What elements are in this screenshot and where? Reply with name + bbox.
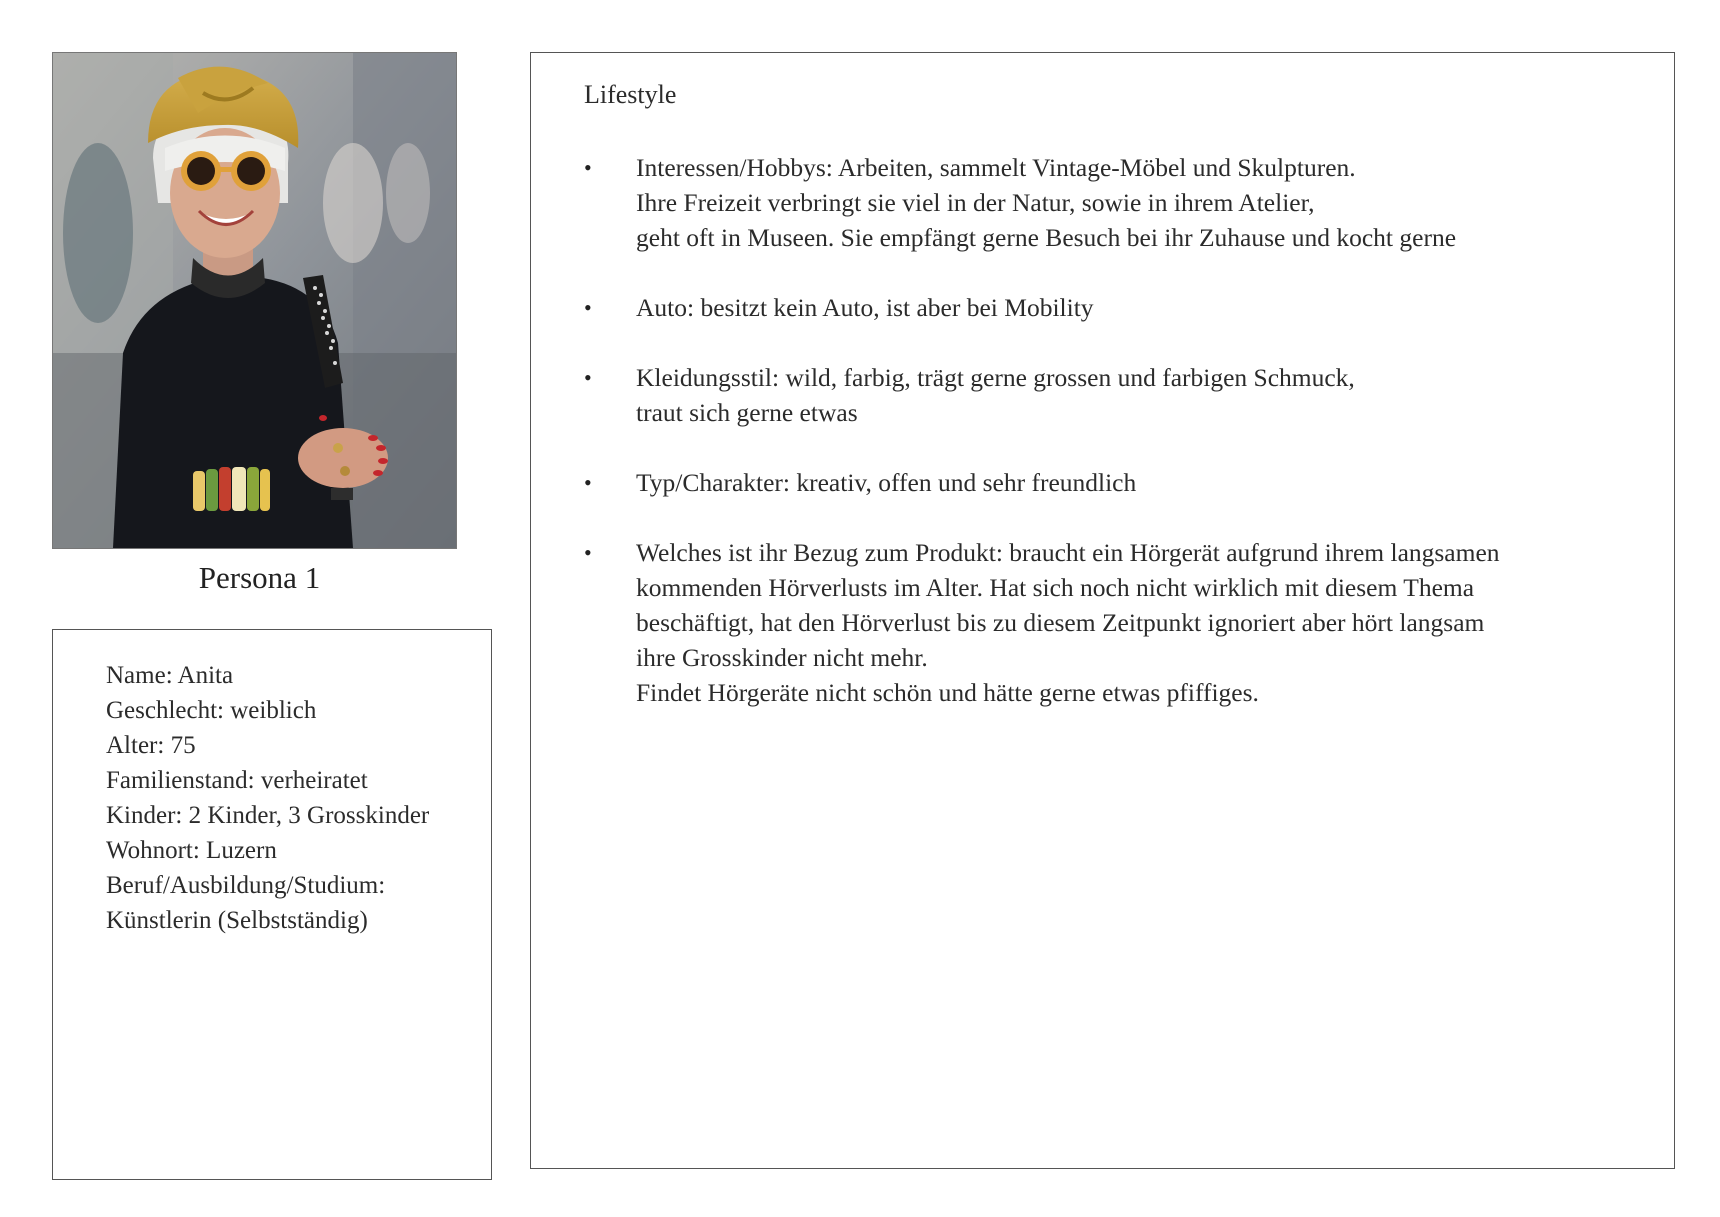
item-line: Kleidungsstil: wild, farbig, trägt gerne grossen und farbigen Schmuck, [636,363,1355,392]
lifestyle-item-character [584,465,1644,500]
lifestyle-heading: Lifestyle [584,80,677,109]
item-line: Findet Hörgeräte nicht schön und hätte gerne etwas pfiffiges. [636,678,1259,707]
bullet-icon: • [584,540,592,565]
profile-marital-status: Familienstand: verheiratet [106,767,368,794]
item-line: ihre Grosskinder nicht mehr. [636,643,928,672]
profile-box [52,629,492,1180]
bullet-icon: • [584,295,592,320]
profile-occupation-label: Beruf/Ausbildung/Studium: [106,872,386,899]
persona-photo-illustration [53,53,456,548]
profile-name: Name: Anita [106,662,234,689]
profile-age: Alter: 75 [106,732,196,759]
item-line: traut sich gerne etwas [636,398,858,427]
lifestyle-box [530,52,1675,1169]
profile-residence: Wohnort: Luzern [106,837,277,864]
profile-occupation-value: Künstlerin (Selbstständig) [106,907,368,934]
lifestyle-item-product-relation [584,535,1644,710]
profile-list [106,658,429,938]
item-line: Typ/Charakter: kreativ, offen und sehr freundlich [636,468,1137,497]
item-line: Ihre Freizeit verbringt sie viel in der Natur, sowie in ihrem Atelier, [636,188,1315,217]
lifestyle-item-interests [584,150,1644,255]
profile-gender: Geschlecht: weiblich [106,697,317,724]
bullet-icon: • [584,155,592,180]
item-line: beschäftigt, hat den Hörverlust bis zu diesem Zeitpunkt ignoriert aber hört langsam [636,608,1485,637]
lifestyle-item-clothing [584,360,1644,430]
bullet-icon: • [584,470,592,495]
profile-children: Kinder: 2 Kinder, 3 Grosskinder [106,802,430,829]
persona-title: Persona 1 [198,560,321,595]
item-line: Interessen/Hobbys: Arbeiten, sammelt Vintage-Möbel und Skulpturen. [636,153,1356,182]
persona-photo [52,52,457,549]
bullet-icon: • [584,365,592,390]
item-line: Auto: besitzt kein Auto, ist aber bei Mobility [636,293,1094,322]
item-line: kommenden Hörverlusts im Alter. Hat sich noch nicht wirklich mit diesem Thema [636,573,1475,602]
item-line: Welches ist ihr Bezug zum Produkt: braucht ein Hörgerät aufgrund ihrem langsamen [636,538,1500,567]
lifestyle-list [584,150,1644,745]
lifestyle-item-car [584,290,1644,325]
item-line: geht oft in Museen. Sie empfängt gerne Besuch bei ihr Zuhause und kocht gerne [636,223,1457,252]
